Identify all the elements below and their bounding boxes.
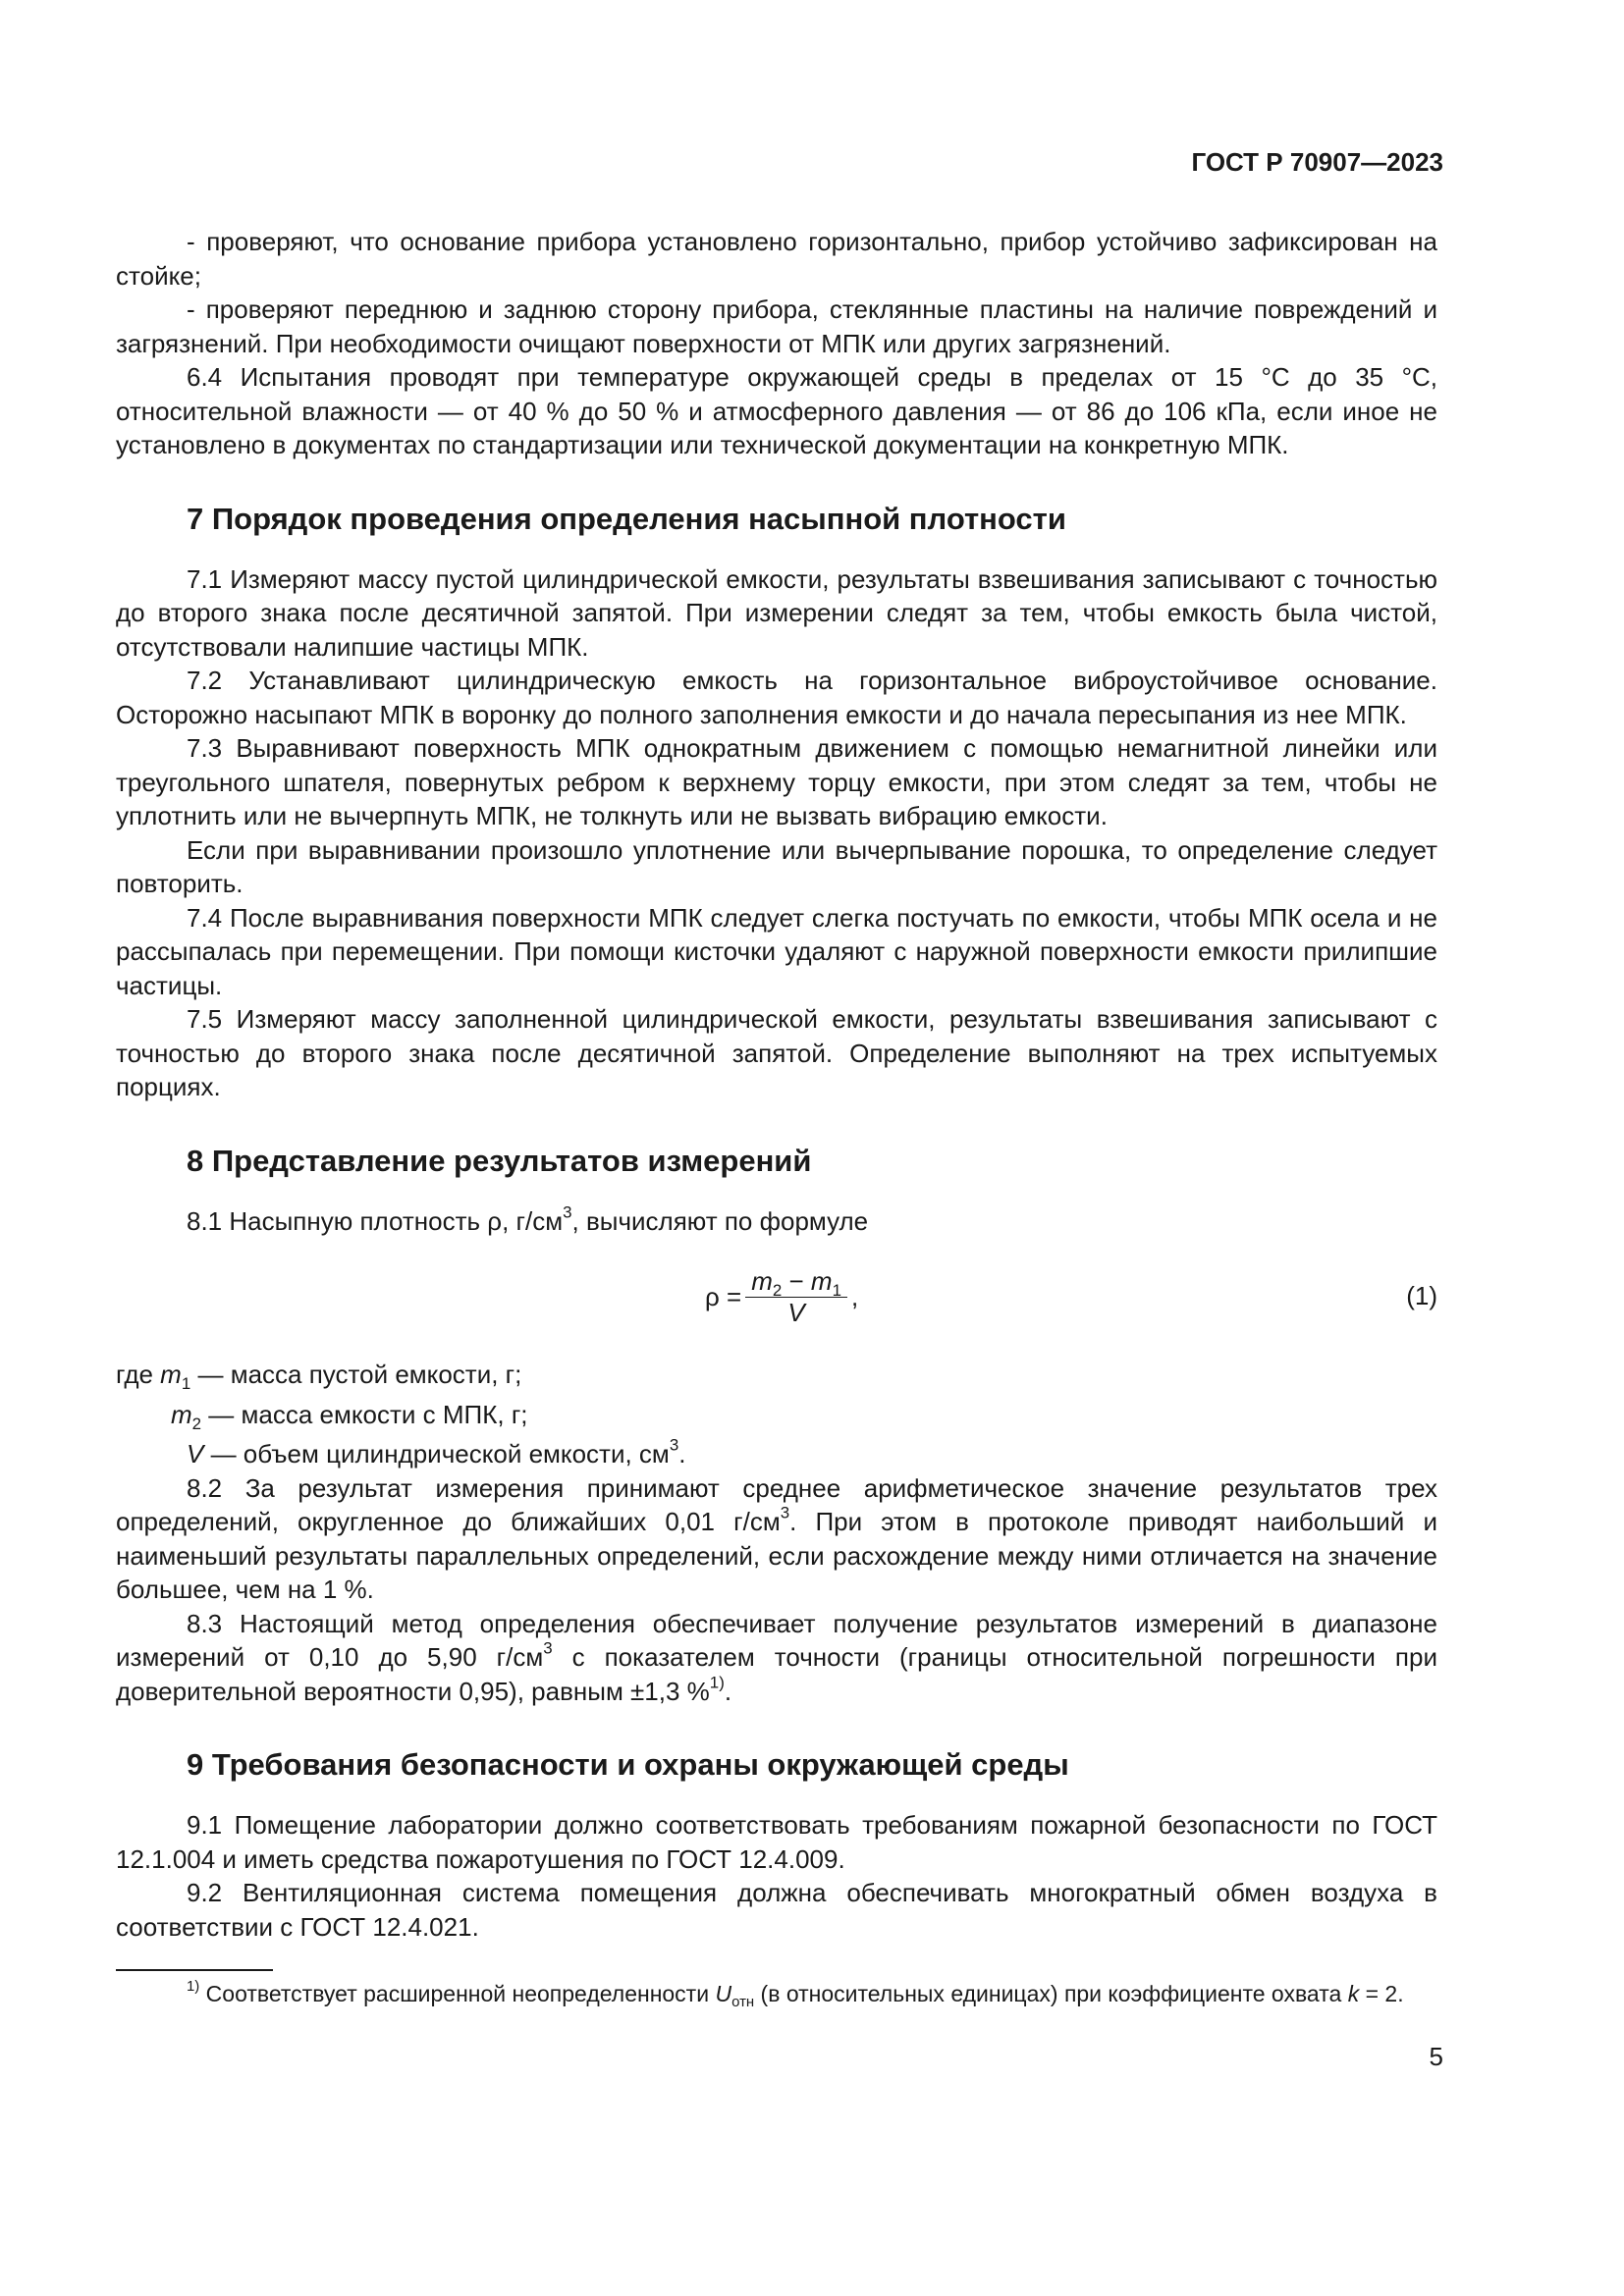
intro-paragraph-3: 6.4 Испытания проводят при температуре окружающей среды в пределах от 15 °C до 35 °C, относительной влажности — от 40 % до 50 % и атмосферного давления — от 86 до 106 кПа, если иное не установлено в документах по стандартизации или технической документации на конкретную МПК. — [116, 362, 1437, 459]
formula-lhs: ρ = — [705, 1281, 742, 1311]
document-body — [116, 225, 1437, 2011]
page-number: 5 — [1429, 2042, 1443, 2071]
formula-number: (1) — [1406, 1281, 1437, 1310]
section-7-paragraph-1: 7.1 Измеряют массу пустой цилиндрической емкости, результаты взвешивания записывают с точностью до второго знака после десятичной запятой. При измерении следят за тем, чтобы емкость была чистой, отсутствовали налипшие частицы МПК. — [116, 563, 1437, 662]
section-7-paragraph-2: 7.2 Устанавливают цилиндрическую емкость на горизонтальное виброустойчивое основание. Осторожно насыпают МПК в воронку до полного заполнения емкости и до начала пересыпания из нее МПК. — [116, 666, 1437, 729]
density-formula — [705, 1267, 858, 1326]
where-line-m1: где $m_1$ — масса пустой емкости, г; — [116, 1360, 522, 1393]
section-8-title: 8 Представление результатов измерений — [187, 1143, 812, 1178]
section-9-title: 9 Требования безопасности и охраны окружающей среды — [187, 1747, 1069, 1782]
footnote-divider — [116, 1969, 273, 1971]
section-7-paragraph-4: Если при выравнивании произошло уплотнение или вычерпывание порошка, то определение следует повторить. — [116, 834, 1437, 898]
formula-fraction — [745, 1267, 847, 1326]
intro-paragraph-1: - проверяют, что основание прибора установлено горизонтально, прибор устойчиво зафиксирован на стойке; — [116, 227, 1437, 291]
section-7-title: 7 Порядок проведения определения насыпной плотности — [187, 501, 1066, 536]
where-line-m2: $m_2$ — масса емкости с МПК, г; — [171, 1399, 528, 1433]
section-7-paragraph-5: 7.4 После выравнивания поверхности МПК следует слегка постучать по емкости, чтобы МПК осела и не рассыпалась при перемещении. При помощи кисточки удаляют с наружной поверхности емкости прилипшие частицы. — [116, 902, 1437, 1000]
section-7-paragraph-6: 7.5 Измеряют массу заполненной цилиндрической емкости, результаты взвешивания записывают с точностью до второго знака после десятичной запятой. Определение выполняют на трех испытуемых порциях. — [116, 1004, 1437, 1101]
intro-paragraph-2: - проверяют переднюю и заднюю сторону прибора, стеклянные пластины на наличие повреждений и загрязнений. При необходимости очищают поверхности от МПК или других загрязнений. — [116, 294, 1437, 358]
formula-block — [116, 1238, 1437, 1358]
formula-trailing-comma: , — [851, 1281, 859, 1311]
section-9-paragraph-1: 9.1 Помещение лаборатории должно соответствовать требованиям пожарной безопасности по ГОСТ 12.1.004 и иметь средства пожаротушения по ГОСТ 12.4.009. — [116, 1810, 1437, 1874]
section-8-paragraph-1: 8.1 Насыпную плотность ρ, $г/см^3$, вычисляют по формуле — [187, 1201, 869, 1236]
section-8-paragraph-2: 8.2 За результат измерения принимают среднее арифметическое значение результатов трех определений, округленное до ближайших 0,01 $г/см^3$. При этом в протоколе приводят наибольший и наименьший результаты параллельных определений, если расхождение между ними отличается на значение большее, чем на 1 %. — [116, 1472, 1437, 1604]
where-line-v: V — объем цилиндрической емкости, $см^3$. — [187, 1435, 686, 1468]
footnote: $^{1)}$ Соответствует расширенной неопределенности $U_{отн}$ (в относительных единицах) при коэффициенте охвата k = 2. — [187, 1977, 1404, 2011]
formula-numerator: $m_2 - m_1$ — [745, 1267, 847, 1298]
document-code: ГОСТ Р 70907—2023 — [1191, 147, 1443, 177]
section-7-paragraph-3: 7.3 Выравнивают поверхность МПК однократным движением с помощью немагнитной линейки или треугольного шпателя, повернутых ребром к верхнему торцу емкости, при этом следят за тем, чтобы не уплотнить или не вычерпнуть МПК, не толкнуть или не вызвать вибрацию емкости. — [116, 733, 1437, 830]
formula-denominator: V — [787, 1298, 805, 1327]
section-8-paragraph-3: 8.3 Настоящий метод определения обеспечивает получение результатов измерений в диапазоне измерений от 0,10 до 5,90 $г/см^3$ с показателем точности (границы относительной погрешности при доверительной вероятности 0,95), равным ±1,3 %$^{1)}$. — [116, 1608, 1437, 1706]
section-9-paragraph-2: 9.2 Вентиляционная система помещения должна обеспечивать многократный обмен воздуха в соответствии с ГОСТ 12.4.021. — [116, 1878, 1437, 1942]
footnote-reference: 1) — [709, 1672, 725, 1691]
